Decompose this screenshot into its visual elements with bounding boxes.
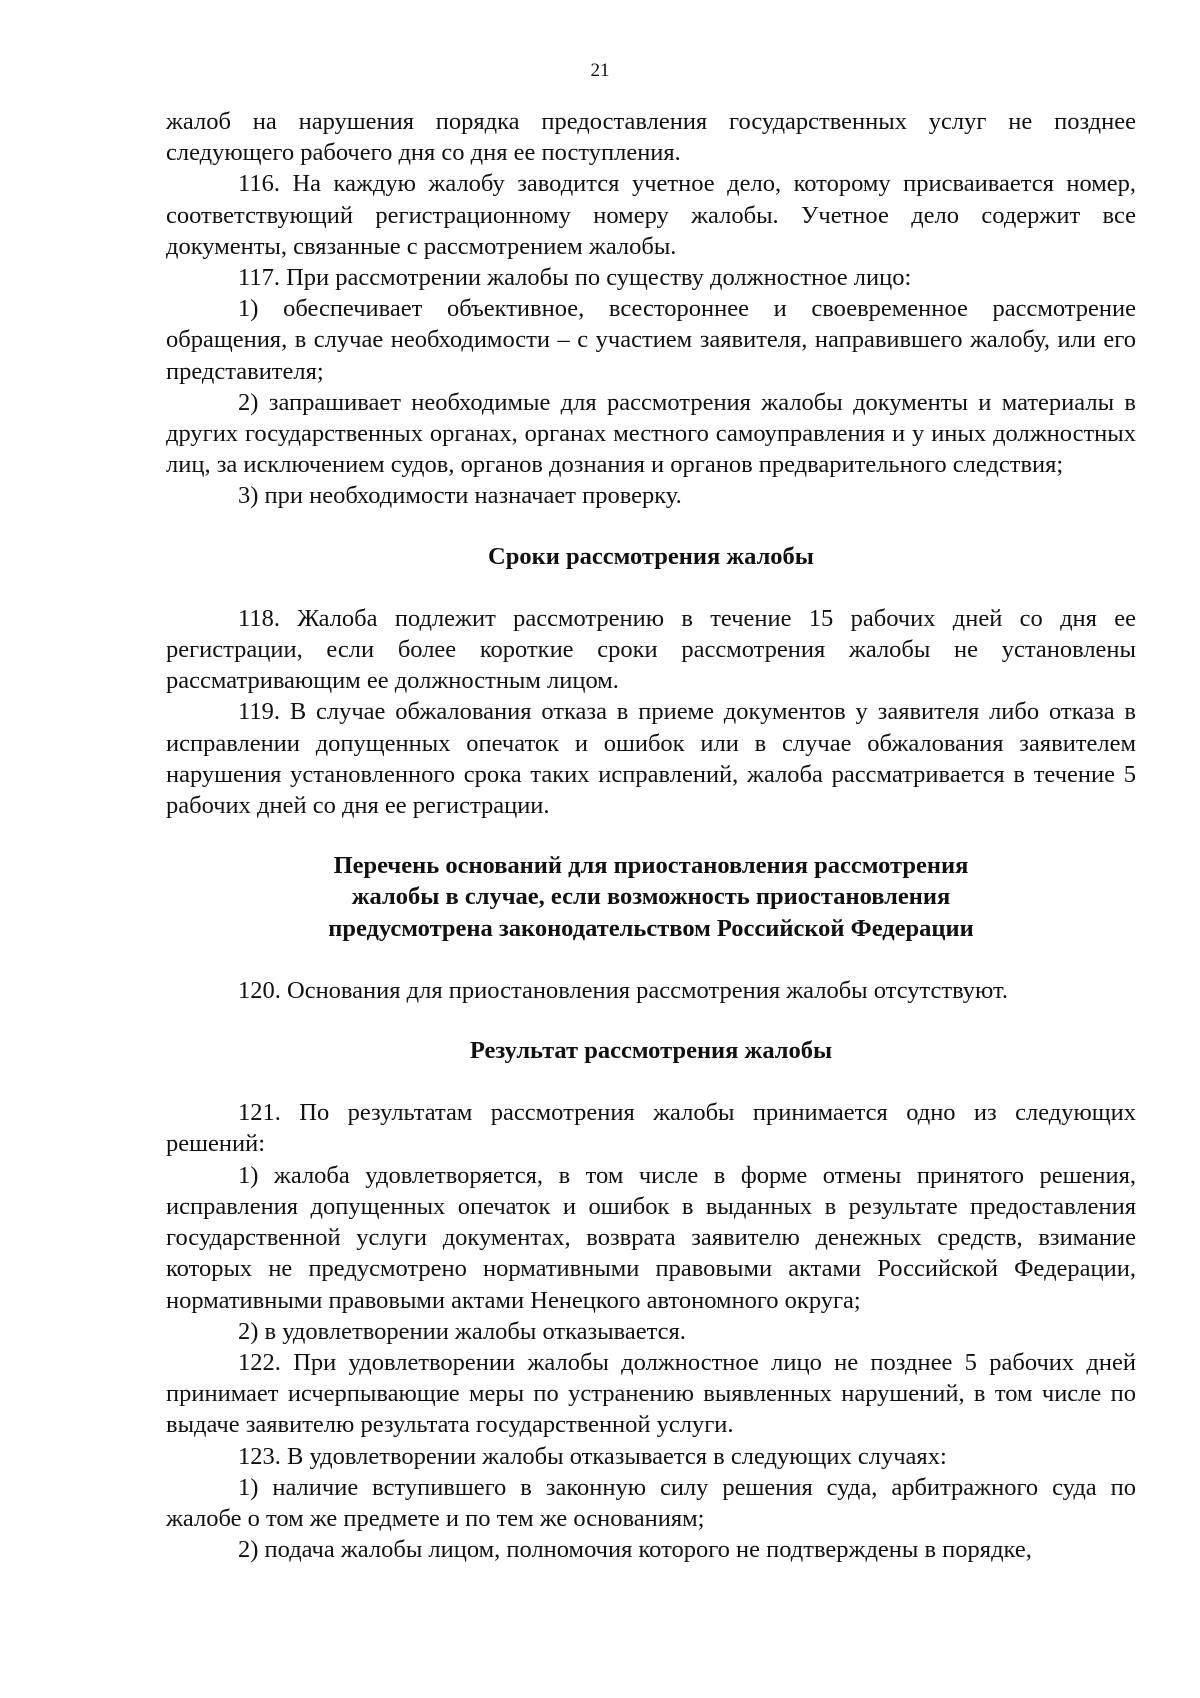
section-heading-deadlines: Сроки рассмотрения жалобы <box>488 542 814 570</box>
paragraph-123-item-1: 1) наличие вступившего в законную силу решения суда, арбитражного суда по жалобе о том же предмете и по тем же основаниям; <box>166 1473 1136 1532</box>
paragraph-continuation: жалоб на нарушения порядка предоставления государственных услуг не позднее следующего рабочего дня со дня ее поступления. <box>166 108 1136 167</box>
paragraph-123-item-2: 2) подача жалобы лицом, полномочия которого не подтверждены в порядке, <box>238 1536 1032 1564</box>
paragraph-118: 118. Жалоба подлежит рассмотрению в течение 15 рабочих дней со дня ее регистрации, если более короткие сроки рассмотрения жалобы не установлены рассматривающим ее должностным лицом. <box>166 604 1136 695</box>
paragraph-117-item-2: 2) запрашивает необходимые для рассмотрения жалобы документы и материалы в других государственных органах, органах местного самоуправления и у иных должностных лиц, за исключением судов, органов дознания и органов предварительного следствия; <box>166 388 1136 479</box>
section-heading-result: Результат рассмотрения жалобы <box>469 1037 833 1065</box>
paragraph-121-item-2: 2) в удовлетворении жалобы отказывается. <box>238 1317 686 1345</box>
paragraph-116: 116. На каждую жалобу заводится учетное дело, которому присваивается номер, соответствующий регистрационному номеру жалобы. Учетное дело содержит все документы, связанные с рассмотрением жалобы. <box>166 170 1136 260</box>
paragraph-122: 122. При удовлетворении жалобы должностное лицо не позднее 5 рабочих дней принимает исчерпывающие меры по устранению выявленных нарушений, в том числе по выдаче заявителю результата государственной услуги. <box>166 1348 1136 1439</box>
section-heading-suspension <box>166 850 1136 944</box>
paragraph-117-item-1: 1) обеспечивает объективное, всестороннее и своевременное рассмотрение обращения, в случае необходимости – с участием заявителя, направившего жалобу, или его представителя; <box>166 295 1136 385</box>
section-heading-suspension-line-2: жалобы в случае, если возможность приостановления <box>351 883 951 911</box>
paragraph-120: 120. Основания для приостановления рассмотрения жалобы отсутствуют. <box>238 976 1009 1004</box>
section-heading-suspension-line-3: предусмотрена законодательством Российской Федерации <box>328 914 974 942</box>
paragraph-121-item-1: 1) жалоба удовлетворяется, в том числе в форме отмены принятого решения, исправления допущенных опечаток и ошибок в выданных в результате предоставления государственной услуги документах, возврата заявителю денежных средств, взимание которых не предусмотрено нормативными правовыми актами Российской Федерации, нормативными правовыми актами Ненецкого автономного округа; <box>166 1161 1136 1314</box>
document-body <box>166 106 1136 1565</box>
paragraph-121: 121. По результатам рассмотрения жалобы принимается одно из следующих решений: <box>166 1099 1136 1158</box>
section-heading-suspension-line-1: Перечень оснований для приостановления рассмотрения <box>333 852 969 880</box>
paragraph-123: 123. В удовлетворении жалобы отказывается в следующих случаях: <box>238 1442 947 1470</box>
page-number: 21 <box>590 60 610 81</box>
paragraph-117: 117. При рассмотрении жалобы по существу должностное лицо: <box>238 264 912 292</box>
paragraph-117-item-3: 3) при необходимости назначает проверку. <box>238 482 682 510</box>
paragraph-119: 119. В случае обжалования отказа в приеме документов у заявителя либо отказа в исправлении допущенных опечаток и ошибок или в случае обжалования заявителем нарушения установленного срока таких исправлений, жалоба рассматривается в течение 5 рабочих дней со дня ее регистрации. <box>166 698 1136 820</box>
